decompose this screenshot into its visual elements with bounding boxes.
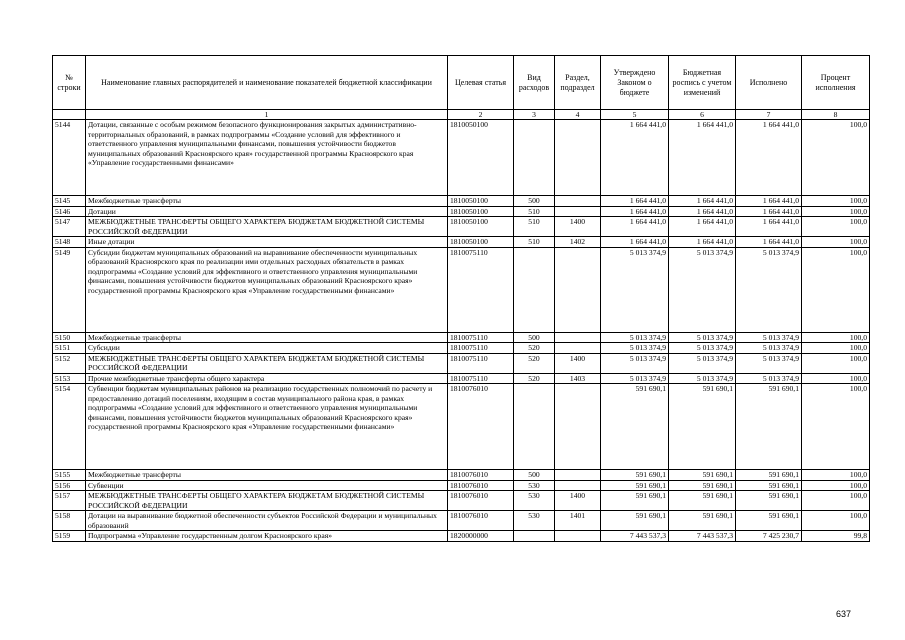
percent-cell: 100,0 [802,343,870,354]
executed-cell: 5 013 374,9 [736,343,802,354]
executed-cell: 1 664 441,0 [736,196,802,207]
table-row [53,491,870,511]
column-number: 2 [448,110,514,120]
approved-cell: 5 013 374,9 [601,353,669,373]
column-number: 1 [86,110,448,120]
column-number: 5 [601,110,669,120]
expense-type-cell: 500 [514,196,555,207]
table-row [53,120,870,196]
section-cell [555,480,601,491]
budget-list-cell: 591 690,1 [669,511,736,531]
row-number-cell: 5149 [53,247,86,332]
target-article-cell: 1810076010 [448,470,514,481]
name-cell: Межбюджетные трансферты [86,332,448,343]
row-number-cell: 5152 [53,353,86,373]
budget-list-cell: 5 013 374,9 [669,247,736,332]
target-article-cell: 1810050100 [448,196,514,207]
header-target-article: Целевая статья [448,56,514,110]
expense-type-cell [514,384,555,470]
budget-list-cell: 1 664 441,0 [669,237,736,248]
row-number-cell: 5156 [53,480,86,491]
expense-type-cell: 530 [514,491,555,511]
executed-cell: 5 013 374,9 [736,353,802,373]
budget-list-cell: 5 013 374,9 [669,353,736,373]
percent-cell: 100,0 [802,196,870,207]
executed-cell: 591 690,1 [736,470,802,481]
name-cell: МЕЖБЮДЖЕТНЫЕ ТРАНСФЕРТЫ ОБЩЕГО ХАРАКТЕРА БЮДЖЕТАМ БЮДЖЕТНОЙ СИСТЕМЫ РОССИЙСКОЙ ФЕДЕРАЦИИ [86,491,448,511]
target-article-cell: 1810075110 [448,247,514,332]
row-number-cell: 5154 [53,384,86,470]
section-cell: 1401 [555,511,601,531]
row-number-cell: 5144 [53,120,86,196]
name-cell: Межбюджетные трансферты [86,196,448,207]
target-article-cell: 1820000000 [448,531,514,542]
row-number-cell: 5151 [53,343,86,354]
percent-cell: 100,0 [802,247,870,332]
column-number: 7 [736,110,802,120]
expense-type-cell: 500 [514,470,555,481]
header-expense-type: Вид расходов [514,56,555,110]
executed-cell: 591 690,1 [736,384,802,470]
table-row [53,332,870,343]
approved-cell: 1 664 441,0 [601,237,669,248]
expense-type-cell [514,247,555,332]
header-section: Раздел, подраздел [555,56,601,110]
row-number-cell: 5146 [53,206,86,217]
budget-list-cell: 5 013 374,9 [669,343,736,354]
page-number: 637 [836,609,852,619]
section-cell: 1403 [555,373,601,384]
percent-cell: 100,0 [802,384,870,470]
executed-cell: 591 690,1 [736,491,802,511]
target-article-cell: 1810075110 [448,373,514,384]
target-article-cell: 1810050100 [448,120,514,196]
table-row [53,353,870,373]
table-row [53,217,870,237]
executed-cell: 5 013 374,9 [736,247,802,332]
row-number-cell: 5148 [53,237,86,248]
name-cell: Подпрограмма «Управление государственным долгом Красноярского края» [86,531,448,542]
approved-cell: 5 013 374,9 [601,247,669,332]
table-body [53,120,870,542]
name-cell: Субсидии [86,343,448,354]
approved-cell: 1 664 441,0 [601,120,669,196]
expense-type-cell: 520 [514,373,555,384]
header-executed: Исполнено [736,56,802,110]
section-cell: 1400 [555,353,601,373]
header-budget-list: Бюджетная роспись с учетом изменений [669,56,736,110]
budget-list-cell: 7 443 537,3 [669,531,736,542]
approved-cell: 591 690,1 [601,384,669,470]
table-row [53,237,870,248]
approved-cell: 591 690,1 [601,511,669,531]
percent-cell: 100,0 [802,332,870,343]
section-cell [555,120,601,196]
name-cell: Дотации на выравнивание бюджетной обеспеченности субъектов Российской Федерации и муниципальных образований [86,511,448,531]
expense-type-cell [514,120,555,196]
section-cell: 1400 [555,491,601,511]
expense-type-cell: 510 [514,206,555,217]
table-row [53,343,870,354]
expense-type-cell: 520 [514,353,555,373]
percent-cell: 99,8 [802,531,870,542]
executed-cell: 5 013 374,9 [736,332,802,343]
section-cell [555,196,601,207]
table-row [53,470,870,481]
target-article-cell: 1810075110 [448,353,514,373]
table-row [53,196,870,207]
section-cell: 1400 [555,217,601,237]
executed-cell: 1 664 441,0 [736,120,802,196]
percent-cell: 100,0 [802,217,870,237]
row-number-cell: 5150 [53,332,86,343]
budget-list-cell: 5 013 374,9 [669,332,736,343]
percent-cell: 100,0 [802,511,870,531]
executed-cell: 5 013 374,9 [736,373,802,384]
expense-type-cell: 530 [514,480,555,491]
target-article-cell: 1810050100 [448,217,514,237]
budget-execution-table [52,55,870,542]
name-cell: Прочие межбюджетные трансферты общего характера [86,373,448,384]
section-cell [555,247,601,332]
budget-list-cell: 1 664 441,0 [669,120,736,196]
expense-type-cell: 530 [514,511,555,531]
row-number-cell: 5145 [53,196,86,207]
target-article-cell: 1810075110 [448,343,514,354]
target-article-cell: 1810050100 [448,237,514,248]
column-number [53,110,86,120]
budget-list-cell: 1 664 441,0 [669,217,736,237]
budget-list-cell: 591 690,1 [669,384,736,470]
approved-cell: 1 664 441,0 [601,196,669,207]
row-number-cell: 5158 [53,511,86,531]
name-cell: Межбюджетные трансферты [86,470,448,481]
percent-cell: 100,0 [802,120,870,196]
percent-cell: 100,0 [802,491,870,511]
column-number-row [53,110,870,120]
name-cell: Субвенции бюджетам муниципальных районов на реализацию государственных полномочий по расчету и предоставлению дотаций поселениям, входящим в состав муниципального района края, в рамках подпрограммы «Создание условий для эффективного и ответственного управления муниципальными финансами, повышения устойчивости бюджетов муниципальных образований Красноярского края» государственной программы Красноярского края «Управление государственными финансами» [86,384,448,470]
expense-type-cell [514,531,555,542]
row-number-cell: 5155 [53,470,86,481]
budget-list-cell: 591 690,1 [669,491,736,511]
budget-table-sheet [52,55,869,542]
approved-cell: 7 443 537,3 [601,531,669,542]
approved-cell: 591 690,1 [601,470,669,481]
approved-cell: 5 013 374,9 [601,332,669,343]
section-cell [555,384,601,470]
header-percent: Процент исполнения [802,56,870,110]
table-row [53,384,870,470]
executed-cell: 7 425 230,7 [736,531,802,542]
header-name: Наименование главных распорядителей и наименование показателей бюджетной классификации [86,56,448,110]
executed-cell: 591 690,1 [736,511,802,531]
column-number: 8 [802,110,870,120]
expense-type-cell: 510 [514,217,555,237]
column-number: 6 [669,110,736,120]
expense-type-cell: 500 [514,332,555,343]
executed-cell: 1 664 441,0 [736,237,802,248]
percent-cell: 100,0 [802,480,870,491]
approved-cell: 1 664 441,0 [601,217,669,237]
name-cell: Субвенции [86,480,448,491]
header-row-number: № строки [53,56,86,110]
section-cell [555,470,601,481]
table-row [53,511,870,531]
column-number: 3 [514,110,555,120]
percent-cell: 100,0 [802,470,870,481]
approved-cell: 591 690,1 [601,480,669,491]
table-row [53,247,870,332]
budget-list-cell: 591 690,1 [669,480,736,491]
row-number-cell: 5153 [53,373,86,384]
name-cell: МЕЖБЮДЖЕТНЫЕ ТРАНСФЕРТЫ ОБЩЕГО ХАРАКТЕРА БЮДЖЕТАМ БЮДЖЕТНОЙ СИСТЕМЫ РОССИЙСКОЙ ФЕДЕРАЦИИ [86,217,448,237]
row-number-cell: 5157 [53,491,86,511]
approved-cell: 5 013 374,9 [601,373,669,384]
table-row [53,480,870,491]
budget-list-cell: 1 664 441,0 [669,196,736,207]
expense-type-cell: 520 [514,343,555,354]
table-row [53,373,870,384]
executed-cell: 1 664 441,0 [736,217,802,237]
name-cell: Субсидии бюджетам муниципальных образований на выравнивание обеспеченности муниципальных образований Красноярского края по реализации ими отдельных расходных обязательств в рамках подпрограммы «Создание условий для эффективного и ответственного управления муниципальными финансами, повышения устойчивости бюджетов муниципальных образований Красноярского края» государственной программы Красноярского края «Управление государственными финансами» [86,247,448,332]
section-cell [555,343,601,354]
percent-cell: 100,0 [802,237,870,248]
budget-list-cell: 1 664 441,0 [669,206,736,217]
table-header-row [53,56,870,110]
section-cell [555,206,601,217]
approved-cell: 1 664 441,0 [601,206,669,217]
row-number-cell: 5147 [53,217,86,237]
table-row [53,206,870,217]
row-number-cell: 5159 [53,531,86,542]
percent-cell: 100,0 [802,206,870,217]
section-cell [555,332,601,343]
target-article-cell: 1810075110 [448,332,514,343]
budget-list-cell: 591 690,1 [669,470,736,481]
target-article-cell: 1810076010 [448,511,514,531]
budget-list-cell: 5 013 374,9 [669,373,736,384]
name-cell: МЕЖБЮДЖЕТНЫЕ ТРАНСФЕРТЫ ОБЩЕГО ХАРАКТЕРА БЮДЖЕТАМ БЮДЖЕТНОЙ СИСТЕМЫ РОССИЙСКОЙ ФЕДЕРАЦИИ [86,353,448,373]
section-cell [555,531,601,542]
percent-cell: 100,0 [802,353,870,373]
name-cell: Иные дотации [86,237,448,248]
target-article-cell: 1810076010 [448,480,514,491]
target-article-cell: 1810076010 [448,491,514,511]
name-cell: Дотации [86,206,448,217]
header-approved: Утверждено Законом о бюджете [601,56,669,110]
table-row [53,531,870,542]
executed-cell: 591 690,1 [736,480,802,491]
expense-type-cell: 510 [514,237,555,248]
target-article-cell: 1810076010 [448,384,514,470]
executed-cell: 1 664 441,0 [736,206,802,217]
column-number: 4 [555,110,601,120]
name-cell: Дотации, связанные с особым режимом безопасного функционирования закрытых административно-территориальных образований, в рамках подпрограммы «Создание условий для эффективного и ответственного управления муниципальными финансами, повышения устойчивости бюджетов муниципальных образований Красноярского края» государственной программы Красноярского края «Управление государственными финансами» [86,120,448,196]
percent-cell: 100,0 [802,373,870,384]
target-article-cell: 1810050100 [448,206,514,217]
approved-cell: 591 690,1 [601,491,669,511]
approved-cell: 5 013 374,9 [601,343,669,354]
section-cell: 1402 [555,237,601,248]
